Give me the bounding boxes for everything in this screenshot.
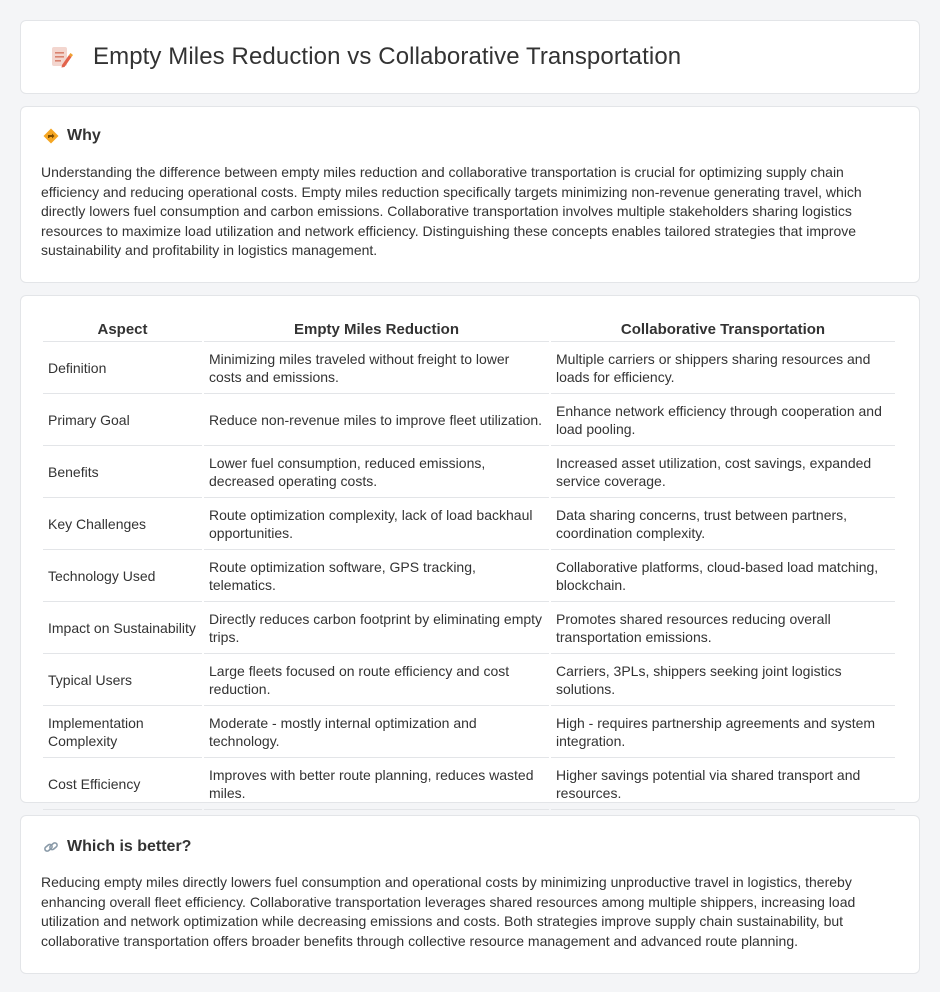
page-title: Empty Miles Reduction vs Collaborative Transportation [93,43,682,70]
why-text: Understanding the difference between empty miles reduction and collaborative transportation is crucial for optimizing supply chain efficiency and reducing operational costs. Empty miles reduction specifically targets minimizing non-revenue generating travel, which directly lowers fuel consumption and carbon emissions. Collaborative transportation involves multiple stakeholders sharing logistics resources to maximize load utilization and network efficiency. Distinguishing these concepts enables tailored strategies that improve sustainability and profitability in logistics management. [41,164,862,258]
table-row [43,552,895,602]
document-edit-icon [49,45,73,69]
aspect-cell: Implementation Complexity [43,708,202,758]
collaborative-cell: Enhance network efficiency through cooperation and load pooling. [551,396,895,446]
why-section [20,106,920,283]
link-icon [43,839,59,855]
why-heading-label: Why [67,127,101,144]
which-is-better-section [20,815,920,974]
empty-miles-cell: Directly reduces carbon footprint by eliminating empty trips. [204,604,549,654]
collaborative-cell: Promotes shared resources reducing overall transportation emissions. [551,604,895,654]
header-card [20,20,920,94]
empty-miles-cell: Moderate - mostly internal optimization and technology. [204,708,549,758]
table-row [43,396,895,446]
aspect-cell: Cost Efficiency [43,760,202,810]
empty-miles-cell: Minimizing miles traveled without freight to lower costs and emissions. [204,344,549,394]
column-header: Collaborative Transportation [551,317,895,342]
table-row [43,344,895,394]
collaborative-cell: Carriers, 3PLs, shippers seeking joint logistics solutions. [551,656,895,706]
table-row [43,500,895,550]
better-heading [43,838,899,856]
empty-miles-cell: Lower fuel consumption, reduced emissions, decreased operating costs. [204,448,549,498]
aspect-cell: Primary Goal [43,396,202,446]
better-text: Reducing empty miles directly lowers fuel consumption and operational costs by minimizing unproductive travel in logistics, thereby enhancing overall fleet efficiency. Collaborative transportation leverages shared resources among multiple shippers, increasing load utilization and network optimization while decreasing emissions and costs. Both strategies improve supply chain sustainability, but collaborative transportation offers broader benefits through collective resource management and advanced route planning. [41,874,856,949]
collaborative-cell: Data sharing concerns, trust between partners, coordination complexity. [551,500,895,550]
table-row [43,760,895,810]
collaborative-cell: Higher savings potential via shared transport and resources. [551,760,895,810]
column-header: Aspect [43,317,202,342]
collaborative-cell: High - requires partnership agreements and system integration. [551,708,895,758]
table-row [43,656,895,706]
collaborative-cell: Collaborative platforms, cloud-based load matching, blockchain. [551,552,895,602]
column-header: Empty Miles Reduction [204,317,549,342]
empty-miles-cell: Reduce non-revenue miles to improve fleet utilization. [204,396,549,446]
aspect-cell: Benefits [43,448,202,498]
empty-miles-cell: Improves with better route planning, reduces wasted miles. [204,760,549,810]
table-row [43,708,895,758]
aspect-cell: Technology Used [43,552,202,602]
aspect-cell: Key Challenges [43,500,202,550]
empty-miles-cell: Large fleets focused on route efficiency and cost reduction. [204,656,549,706]
table-row [43,604,895,654]
collaborative-cell: Multiple carriers or shippers sharing resources and loads for efficiency. [551,344,895,394]
comparison-section [20,295,920,803]
aspect-cell: Impact on Sustainability [43,604,202,654]
table-header-row [43,317,895,342]
better-heading-label: Which is better? [67,838,192,855]
table-row [43,448,895,498]
comparison-table [41,315,897,812]
empty-miles-cell: Route optimization complexity, lack of load backhaul opportunities. [204,500,549,550]
diamond-sign-icon [43,128,59,144]
aspect-cell: Definition [43,344,202,394]
why-heading [43,127,899,145]
empty-miles-cell: Route optimization software, GPS tracking, telematics. [204,552,549,602]
aspect-cell: Typical Users [43,656,202,706]
collaborative-cell: Increased asset utilization, cost savings, expanded service coverage. [551,448,895,498]
